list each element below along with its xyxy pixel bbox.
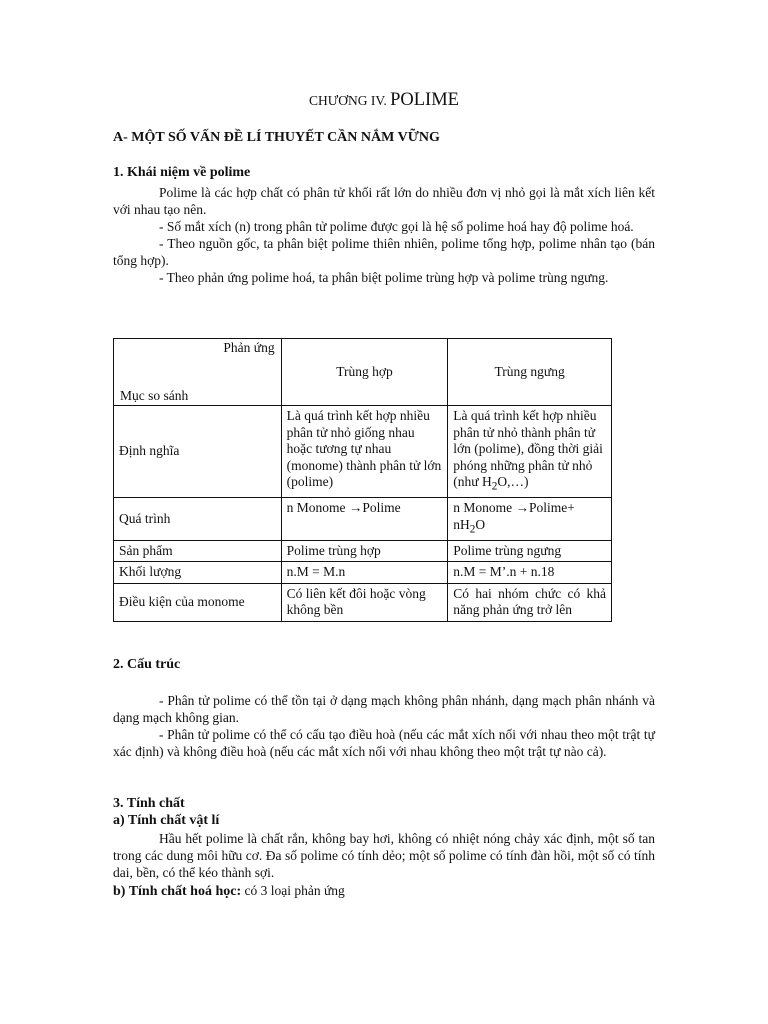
section-3b-text: có 3 loại phản ứng: [241, 883, 345, 898]
section-1-body: [113, 184, 655, 286]
cell-condensation: [448, 406, 612, 498]
section-3a-paragraph: Hầu hết polime là chất rắn, không bay hơi, không có nhiệt nóng chảy xác định, một số tan trong các dung môi hữu cơ. Đa số polime có tính dẻo; một số polime có tính đàn hồi, một số có tính dai, bền, có thể kéo thành sợi.: [113, 831, 655, 880]
cell-condensation: n.M = M’.n + n.18: [448, 562, 612, 584]
chapter-title: [0, 90, 768, 111]
row-label: Định nghĩa: [114, 406, 282, 498]
table-row: [114, 562, 612, 584]
cell-condensation: Có hai nhóm chức có khả năng phản ứng trở lên: [448, 583, 612, 621]
cell-addition: n.M = M.n: [281, 562, 448, 584]
comparison-table: [113, 338, 612, 622]
section-1-paragraph-3: - Theo nguồn gốc, ta phân biệt polime thiên nhiên, polime tổng hợp, polime nhân tạo (bán tổng hợp).: [113, 236, 655, 268]
subscript: 2: [491, 480, 498, 493]
row-label: Quá trình: [114, 498, 282, 541]
column-header-addition: Trùng hợp: [281, 339, 448, 406]
row-label: Khối lượng: [114, 562, 282, 584]
table-row: [114, 583, 612, 621]
section-3b-heading: b) Tính chất hoá học:: [113, 884, 242, 899]
table-row: [114, 540, 612, 562]
section-1-paragraph-1: Polime là các hợp chất có phân tử khối rất lớn do nhiều đơn vị nhỏ gọi là mắt xích liên kết với nhau tạo nên.: [113, 185, 655, 217]
corner-label-criteria: Mục so sánh: [120, 387, 189, 403]
section-3-heading: 3. Tính chất: [113, 796, 185, 811]
chapter-main-title: POLIME: [390, 90, 459, 110]
section-2-body: [113, 692, 655, 760]
row-label: Điều kiện của monome: [114, 583, 282, 621]
section-1-paragraph-2: - Số mắt xích (n) trong phân tử polime được gọi là hệ số polime hoá hay độ polime hoá.: [159, 219, 634, 234]
column-header-condensation: Trùng ngưng: [448, 339, 612, 406]
section-1-paragraph-4: - Theo phản ứng polime hoá, ta phân biệt polime trùng hợp và polime trùng ngưng.: [159, 270, 609, 285]
cell-text: Là quá trình kết hợp nhiều phân tử nhỏ thành phân tử lớn (polime), đồng thời giải phóng những phân tử nhỏ (như H: [453, 408, 603, 489]
cell-addition: Polime trùng hợp: [281, 540, 448, 562]
cell-text: n Monome →Polime+ nH: [453, 500, 575, 532]
cell-text-end: O: [475, 516, 486, 532]
table-row: [114, 406, 612, 498]
cell-addition: n Monome →Polime: [281, 498, 448, 541]
section-a-heading: A- MỘT SỐ VẤN ĐỀ LÍ THUYẾT CẦN NẮM VỮNG: [113, 130, 440, 145]
table-corner-cell: [114, 339, 282, 406]
cell-text-end: O,…): [497, 474, 529, 489]
section-2-paragraph-1: - Phân tử polime có thể tồn tại ở dạng mạch không phân nhánh, dạng mạch phân nhánh và dạng mạch không gian.: [113, 693, 655, 725]
table-row: [114, 498, 612, 541]
cell-addition: Có liên kết đôi hoặc vòng không bền: [281, 583, 448, 621]
corner-label-reaction: Phản ứng: [223, 340, 275, 355]
cell-addition: Là quá trình kết hợp nhiều phân tử nhỏ giống nhau hoặc tương tự nhau (monome) thành phân tử lớn (polime): [281, 406, 448, 498]
section-3a-heading: a) Tính chất vật lí: [113, 813, 220, 828]
cell-condensation: Polime trùng ngưng: [448, 540, 612, 562]
row-label: Sản phẩm: [114, 540, 282, 562]
section-1-heading: 1. Khái niệm về polime: [113, 165, 251, 180]
section-3b-line: [113, 882, 655, 900]
subscript: 2: [469, 523, 476, 536]
section-2-paragraph-2: - Phân tử polime có thể có cấu tạo điều hoà (nếu các mắt xích nối với nhau theo một trật tự xác định) và không điều hoà (nếu các mắt xích nối với nhau không theo một trật tự nào cả).: [113, 727, 655, 759]
table-header-row: [114, 339, 612, 406]
section-2-heading: 2. Cấu trúc: [113, 657, 181, 672]
cell-condensation: [448, 498, 612, 541]
chapter-prefix: CHƯƠNG IV.: [309, 93, 387, 108]
